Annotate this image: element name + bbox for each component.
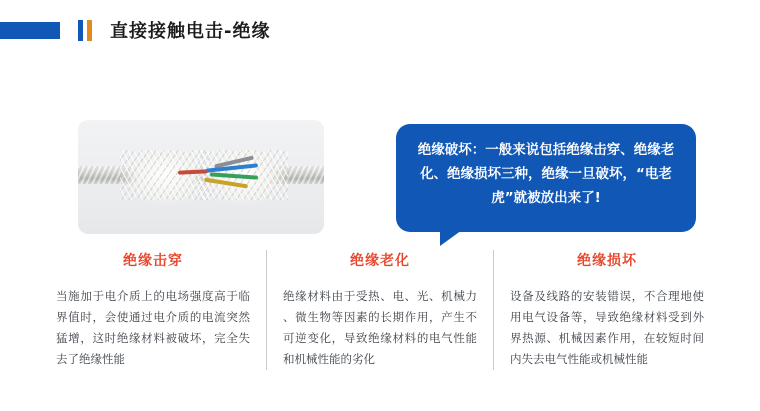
- definition-columns: [0, 250, 760, 370]
- page-header: [0, 12, 760, 48]
- callout-box: [396, 124, 696, 232]
- top-row: [0, 110, 760, 240]
- content-area: [0, 110, 760, 366]
- page-title: 直接接触电击-绝缘: [110, 21, 271, 42]
- callout-pointer: [440, 230, 462, 246]
- column-body: 设备及线路的安装错误，不合理地使用电气设备等，导致绝缘材料受到外界热源、机械因素作用，在较短时间内失去电气性能或机械性能: [510, 289, 704, 366]
- tick-orange-icon: [87, 20, 92, 41]
- column-insulation-aging: [266, 250, 493, 370]
- column-title: 绝缘老化: [350, 253, 410, 269]
- damaged-cable-photo: [78, 120, 324, 234]
- column-title: 绝缘损坏: [577, 253, 637, 269]
- blue-rectangle-icon: [0, 22, 60, 39]
- column-body: 当施加于电介质上的电场强度高于临界值时，会使通过电介质的电流突然猛增，这时绝缘材料被破坏，完全失去了绝缘性能: [56, 289, 250, 366]
- column-insulation-breakdown: [40, 250, 266, 370]
- tick-blue-icon: [78, 20, 83, 41]
- column-body: 绝缘材料由于受热、电、光、机械力 、微生物等因素的长期作用，产生不可逆变化，导致绝缘材料的电气性能和机械性能的劣化: [283, 289, 477, 366]
- tick-marks-icon: [78, 20, 96, 41]
- callout-text: 绝缘破坏：一般来说包括绝缘击穿、绝缘老化、绝缘损坏三种，绝缘一旦破坏，“电老虎”就被放出来了!: [417, 142, 675, 206]
- frayed-fibers-left: [120, 150, 210, 200]
- column-title: 绝缘击穿: [123, 253, 183, 269]
- column-insulation-damage: [493, 250, 720, 370]
